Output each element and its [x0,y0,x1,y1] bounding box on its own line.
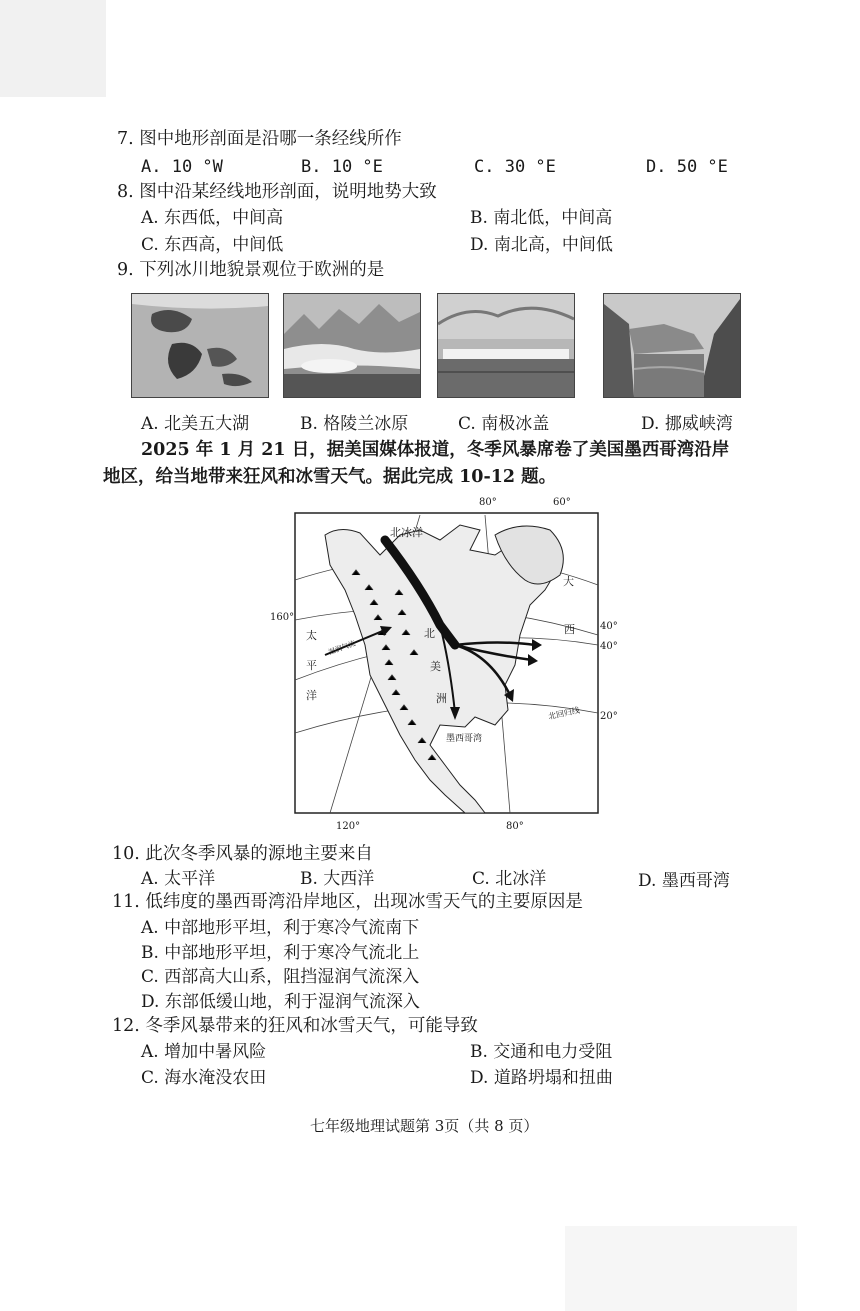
storm-map [270,495,618,835]
q7-stem: 7. 图中地形剖面是沿哪一条经线所作 [117,129,402,149]
label-lon-160: 160° [270,612,295,623]
q11-option-c[interactable]: C. 西部高大山系，阻挡湿润气流深入 [141,967,420,987]
label-pacific-2: 平 [306,659,317,672]
label-lon-80-bottom: 80° [506,821,524,832]
photo-great-lakes [131,293,269,398]
label-pacific-1: 太 [306,629,317,642]
label-arctic-ocean: 北冰洋 [390,526,423,539]
q7-option-a[interactable]: A. 10 °W [141,157,223,177]
label-na-3: 洲 [436,692,447,705]
q8-option-c[interactable]: C. 东西高，中间低 [141,235,284,255]
q12-option-b[interactable]: B. 交通和电力受阻 [470,1042,613,1062]
q7-option-c[interactable]: C. 30 °E [474,157,556,177]
label-lat-40-a: 40° [600,621,618,632]
scan-shadow-top-left [0,0,106,97]
photo-greenland-ice [283,293,421,398]
q7-option-d[interactable]: D. 50 °E [646,157,728,177]
q9-option-b[interactable]: B. 格陵兰冰原 [300,414,409,434]
q9-option-c[interactable]: C. 南极冰盖 [458,414,550,434]
label-na-2: 美 [430,660,441,673]
passage-line-2: 地区，给当地带来狂风和冰雪天气。据此完成 10-12 题。 [103,467,557,487]
q11-option-d[interactable]: D. 东部低缓山地，利于湿润气流深入 [141,992,420,1012]
q12-option-c[interactable]: C. 海水淹没农田 [141,1068,267,1088]
label-lon-120-bottom: 120° [336,821,361,832]
q10-option-a[interactable]: A. 太平洋 [141,869,216,889]
q8-stem: 8. 图中沿某经线地形剖面，说明地势大致 [117,182,437,202]
q11-option-a[interactable]: A. 中部地形平坦，利于寒冷气流南下 [141,918,420,938]
page-footer: 七年级地理试题第 3页（共 8 页） [310,1117,539,1135]
q12-option-d[interactable]: D. 道路坍塌和扭曲 [470,1068,613,1088]
q8-option-a[interactable]: A. 东西低，中间高 [141,208,284,228]
q8-option-d[interactable]: D. 南北高，中间低 [470,235,613,255]
q9-option-a[interactable]: A. 北美五大湖 [141,414,250,434]
label-lat-20: 20° [600,711,618,722]
photo-norway-fjord [603,293,741,398]
q9-stem: 9. 下列冰川地貌景观位于欧洲的是 [117,260,385,280]
q9-option-d[interactable]: D. 挪威峡湾 [641,414,733,434]
q12-stem: 12. 冬季风暴带来的狂风和冰雪天气，可能导致 [112,1016,478,1036]
q11-stem: 11. 低纬度的墨西哥湾沿岸地区，出现冰雪天气的主要原因是 [112,892,583,912]
q10-option-b[interactable]: B. 大西洋 [300,869,375,889]
label-lon-80-top: 80° [479,497,497,508]
label-wet-airflow: 湿润气流 [327,639,357,657]
q11-option-b[interactable]: B. 中部地形平坦，利于寒冷气流北上 [141,943,420,963]
photo-antarctic-ice [437,293,575,398]
label-atlantic-2: 西 [564,623,575,636]
q8-option-b[interactable]: B. 南北低，中间高 [470,208,613,228]
label-pacific-3: 洋 [306,689,317,702]
label-gulf-of-mexico: 墨西哥湾 [446,734,483,744]
q7-option-b[interactable]: B. 10 °E [301,157,383,177]
label-na-1: 北 [424,627,435,640]
q12-option-a[interactable]: A. 增加中暑风险 [141,1042,267,1062]
label-lon-60-top: 60° [553,497,571,508]
scan-shadow-bottom-right [565,1226,797,1311]
label-atlantic-1: 大 [563,575,574,588]
label-tropic-of-cancer: 北回归线 [547,705,581,722]
q10-option-c[interactable]: C. 北冰洋 [472,869,547,889]
label-lat-40-b: 40° [600,641,618,652]
q10-stem: 10. 此次冬季风暴的源地主要来自 [112,844,373,864]
q10-option-d[interactable]: D. 墨西哥湾 [638,871,730,891]
passage-line-1: 2025 年 1 月 21 日，据美国媒体报道，冬季风暴席卷了美国墨西哥湾沿岸 [141,440,730,460]
